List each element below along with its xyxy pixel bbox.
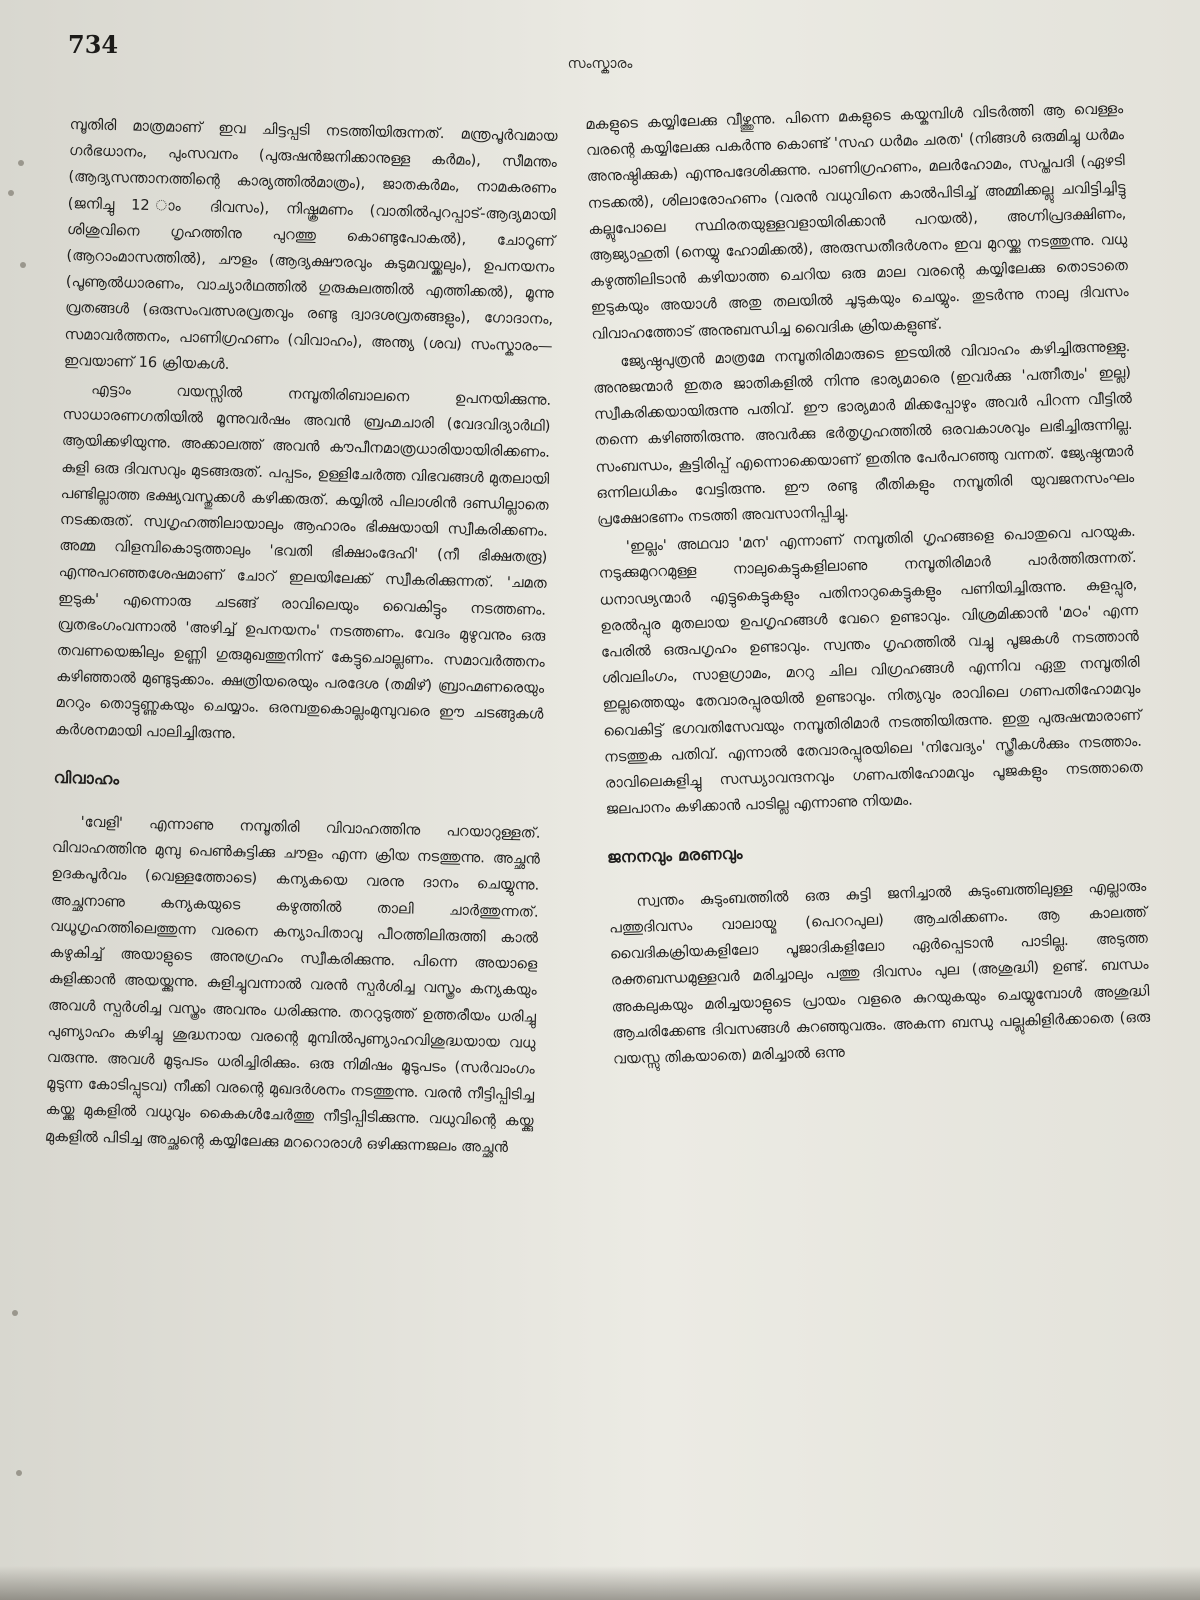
page-number: 734 <box>68 30 119 59</box>
binding-hole <box>8 190 14 196</box>
right-column <box>585 96 1151 1075</box>
body-paragraph: ജ്യേഷ്ഠപുത്രൻ മാത്രമേ നമ്പൂതിരിമാരുടെ ഇടയിൽ വിവാഹം കഴിച്ചിരുന്നുള്ളു. അനുജന്മാർ ഇതര ജാതികളിൽ നിന്നു ഭാര്യമാരെ (ഇവർക്കു 'പത്നീത്വം' ഇല്ല) സ്വീകരിക്കയായിരുന്നു പതിവ്. ഈ ഭാര്യമാർ മിക്കപ്പോഴും അവർ പിറന്ന വീട്ടിൽ തന്നെ കഴിഞ്ഞിരുന്നു. അവർക്കു ഭർതൃഗൃഹത്തിൽ ഒരവകാശവും ലഭിച്ചിരുന്നില്ല. സംബന്ധം, കൂട്ടിരിപ്പ് എന്നൊക്കെയാണ് ഇതിനു പേർപറഞ്ഞു വന്നത്. ജ്യേഷ്ഠന്മാർ ഒന്നിലധികം വേട്ടിരുന്നു. ഈ രണ്ടു രീതികളും നമ്പൂതിരി യുവജനസംഘം പ്രക്ഷോഭണം നടത്തി അവസാനിപ്പിച്ചു. <box>592 337 1135 528</box>
binding-hole <box>20 262 26 268</box>
running-head: സംസ്കാരം <box>567 56 633 72</box>
left-column <box>45 112 558 1163</box>
body-paragraph: എട്ടാം വയസ്സിൽ നമ്പൂതിരിബാലനെ ഉപനയിക്കുന്നു. സാധാരണഗതിയിൽ മൂന്നുവർഷം അവൻ ബ്രഹ്മചാരി (വേദവിദ്യാർഥി) ആയിക്കഴിയുന്നു. അക്കാലത്ത് അവൻ കൗപീനമാത്രധാരിയായിരിക്കണം. കുളി ഒരു ദിവസവും മുടങ്ങരുത്. പപ്പടം, ഉള്ളിചേർത്ത വിഭവങ്ങൾ മുതലായി പണ്ടില്ലാത്ത ഭക്ഷ്യവസ്തുക്കൾ കഴിക്കരുത്. കയ്യിൽ പിലാശിൻ ദണ്ഡില്ലാതെ നടക്കരുത്. സ്വഗൃഹത്തിലായാലും ആഹാരം ഭിക്ഷയായി സ്വീകരിക്കണം. അമ്മ വിളമ്പികൊടുത്താലും 'ഭവതി ഭിക്ഷാംദേഹി' (നീ ഭിക്ഷതരൂ) എന്നുപറഞ്ഞശേഷമാണ് ചോറ് ഇലയിലേക്ക് സ്വീകരിക്കുന്നത്. 'ചമത ഇടുക' എന്നൊരു ചടങ്ങ് രാവിലെയും വൈകിട്ടും നടത്തണം. വ്രതഭംഗംവന്നാൽ 'അഴിച്ച് ഉപനയനം' നടത്തണം. വേദം മുഴുവനും ഒരു തവണയെങ്കിലും ഉണ്ണി ഗുരുമുഖത്തുനിന്ന് കേട്ടുചൊല്ലണം. സമാവർത്തനം കഴിഞ്ഞാൽ മുണ്ടുടുക്കാം. ക്ഷത്രിയരെയും പരദേശ (തമിഴ്) ബ്രാഹ്മണരെയും മററും തൊട്ടുണ്ണുകയും ചെയ്യാം. ഒരമ്പതുകൊല്ലംമുമ്പുവരെ ഈ ചടങ്ങുകൾ കർശനമായി പാലിച്ചിരുന്നു. <box>54 380 552 742</box>
section-heading: വിവാഹം <box>53 767 120 789</box>
binding-hole <box>18 160 24 166</box>
binding-hole <box>12 1310 18 1316</box>
page-edge-shadow <box>0 1566 1200 1600</box>
body-paragraph: 'ഇല്ലം' അഥവാ 'മന' എന്നാണ് നമ്പൂതിരി ഗൃഹങ്ങളെ പൊതുവെ പറയുക. നടുക്കുമുററമുള്ള നാലുകെട്ടുകളിലാണു നമ്പൂതിരിമാർ പാർത്തിരുന്നത്. ധനാഢ്യന്മാർ എട്ടുകെട്ടുകളും പതിനാറുകെട്ടുകളും പണിയിച്ചിരുന്നു. കുളപ്പുര, ഉരൽപ്പുര മുതലായ ഉപഗൃഹങ്ങൾ വേറെ ഉണ്ടാവും. വിശ്രമിക്കാൻ 'മഠം' എന്ന പേരിൽ ഒരുപഗൃഹം ഉണ്ടാവും. സ്വന്തം ഗൃഹത്തിൽ വച്ചു പൂജകൾ നടത്താൻ ശിവലിംഗം, സാളഗ്രാമം, മററു ചില വിഗ്രഹങ്ങൾ എന്നിവ ഏതു നമ്പൂതിരി ഇല്ലത്തെയും തേവാരപ്പുരയിൽ ഉണ്ടാവും. നിത്യവും രാവിലെ ഗണപതിഹോമവും വൈകിട്ട് ഭഗവതിസേവയും നമ്പൂതിരിമാർ നടത്തിയിരുന്നു. ഇതു പുരുഷന്മാരാണ് നടത്തുക പതിവ്. എന്നാൽ തേവാരപ്പുരയിലെ 'നിവേദ്യം' സ്ത്രീകൾക്കും നടത്താം. രാവിലെകുളിച്ചു സന്ധ്യാവന്ദനവും ഗണപതിഹോമവും പൂജകളും നടത്താതെ ജലപാനം കഴിക്കാൻ പാടില്ല എന്നാണു നിയമം. <box>598 523 1143 818</box>
body-paragraph: സ്വന്തം കുടുംബത്തിൽ ഒരു കുട്ടി ജനിച്ചാൽ കുടുംബത്തിലുള്ള എല്ലാരും പത്തുദിവസം വാലായ്മ (പെററപുല) ആചരിക്കണം. ആ കാലത്ത് വൈദികക്രിയകളിലോ പൂജാദികളിലോ ഏർപ്പെടാൻ പാടില്ല. അടുത്ത രക്തബന്ധമുള്ളവർ മരിച്ചാലും പത്തു ദിവസം പുല (അശുദ്ധി) ഉണ്ട്. ബന്ധം അകലുകയും മരിച്ചയാളുടെ പ്രായം വളരെ കുറയുകയും ചെയ്യുമ്പോൾ അശുദ്ധി ആചരിക്കേണ്ട ദിവസങ്ങൾ കുറഞ്ഞുവരും. അകന്ന ബന്ധു പല്ലുകിളിർക്കാതെ (ഒരു വയസ്സു തികയാതെ) മരിച്ചാൽ ഒന്നു <box>608 877 1151 1068</box>
body-paragraph: മകളുടെ കയ്യിലേക്കു വീഴ്ത്തുന്നു. പിന്നെ മകളുടെ കയ്കുമ്പിൾ വിടർത്തി ആ വെള്ളം വരന്റെ കയ്യിലേക്കു പകർന്നു കൊണ്ട് 'സഹ ധർമം ചരത' (നിങ്ങൾ ഒരുമിച്ചു ധർമം അനുഷ്ഠിക്കുക) എന്നുപദേശിക്കുന്നു. പാണിഗ്രഹണം, മലർഹോമം, സപ്തപദി (ഏഴടി നടക്കൽ), ശിലാരോഹണം (വരൻ വധുവിനെ കാൽപിടിച്ച് അമ്മിക്കല്ലു ചവിട്ടിച്ചിട്ടു കല്ലുപോലെ സ്ഥിരതയുള്ളവളായിരിക്കാൻ പറയൽ), അഗ്നിപ്രദക്ഷിണം, ആജ്യാഹുതി (നെയ്യു ഹോമിക്കൽ), അരുന്ധതീദർശനം ഇവ മുറയ്ക്കു നടത്തുന്നു. വധു കഴുത്തിലിടാൻ കഴിയാത്ത ചെറിയ ഒരു മാല വരന്റെ കയ്യിലേക്കു തൊടാതെ ഇടുകയും അയാൾ അതു തലയിൽ ചൂടുകയും ചെയ്യും. തുടർന്നു നാലു ദിവസം വിവാഹത്തോട് അനുബന്ധിച്ച വൈദിക ക്രിയകളുണ്ട്. <box>585 100 1129 343</box>
body-paragraph: മ്പൂതിരി മാത്രമാണ് ഇവ ചിട്ടപ്പടി നടത്തിയിരുന്നത്. മന്ത്രപൂർവമായ ഗർഭധാനം, പുംസവനം (പുരുഷൻജനിക്കാനുള്ള കർമം), സീമന്തം (ആദ്യസന്താനത്തിന്റെ കാര്യത്തിൽമാത്രം), ജാതകർമം, നാമകരണം (ജനിച്ചു 12 ാം ദിവസം), നിഷ്ക്രമണം (വാതിൽപുറപ്പാട്-ആദ്യമായി ശിശുവിനെ ഗൃഹത്തിനു പുറത്തു കൊണ്ടുപോകൽ), ചോറൂണ് (ആറാംമാസത്തിൽ), ചൗളം (ആദ്യക്ഷൗരവും കുടുമവയ്ക്കലും), ഉപനയനം (പൂണൂൽധാരണം, വാച്യാർഥത്തിൽ ഗുരുകുലത്തിൽ എത്തിക്കൽ), മൂന്നു വ്രതങ്ങൾ (ഒരുസംവത്സരവ്രതവും രണ്ടു ദ്വാദശവ്രതങ്ങളും), ഗോദാനം, സമാവർത്തനം, പാണിഗ്രഹണം (വിവാഹം), അന്ത്യ (ശവ) സംസ്കാരം—ഇവയാണ് 16 ക്രിയകൾ. <box>63 115 558 373</box>
section-heading: ജനനവും മരണവും <box>606 844 744 868</box>
body-paragraph: 'വേളി' എന്നാണു നമ്പൂതിരി വിവാഹത്തിനു പറയാറുള്ളത്. വിവാഹത്തിനു മുമ്പു പെൺകുട്ടിക്കു ചൗളം എന്ന ക്രിയ നടത്തുന്നു. അച്ഛൻ ഉദകപൂർവം (വെള്ളത്തോടെ) കന്യകയെ വരനു ദാനം ചെയ്യുന്നു. അച്ഛനാണു കന്യകയുടെ കഴുത്തിൽ താലി ചാർത്തുന്നത്. വധൂഗൃഹത്തിലെത്തുന്ന വരനെ കന്യാപിതാവു പീഠത്തിലിരുത്തി കാൽ കഴുകിച്ച് അയാളുടെ അനുഗ്രഹം സ്വീകരിക്കുന്നു. പിന്നെ അയാളെ കുളിക്കാൻ അയയ്ക്കുന്നു. കുളിച്ചുവന്നാൽ വരൻ സ്പർശിച്ച വസ്ത്രം കന്യകയും അവൾ സ്പർശിച്ച വസ്ത്രം അവനും ധരിക്കുന്നു. തററുടുത്ത് ഉത്തരീയം ധരിച്ചു പുണ്യാഹം കഴിച്ചു ശുദ്ധനായ വരന്റെ മുമ്പിൽപുണ്യാഹവിശുദ്ധയായ വധു വരുന്നു. അവൾ മൂടുപടം ധരിച്ചിരിക്കും. ഒരു നിമിഷം മൂടുപടം (സർവാംഗം മൂടുന്ന കോടിപ്പുടവ) നീക്കി വരന്റെ മുഖദർശനം നടത്തുന്നു. വരൻ നീട്ടിപ്പിടിച്ച കയ്ക്കു മുകളിൽ വധുവും കൈകൾചേർത്തു നീട്ടിപ്പിടിക്കുന്നു. വധുവിന്റെ കയ്ക്കു മുകളിൽ പിടിച്ച അച്ഛന്റെ കയ്യിലേക്കു മററൊരാൾ ഒഴിക്കുന്നജലം അച്ഛൻ <box>44 813 541 1156</box>
binding-hole <box>16 1470 22 1476</box>
